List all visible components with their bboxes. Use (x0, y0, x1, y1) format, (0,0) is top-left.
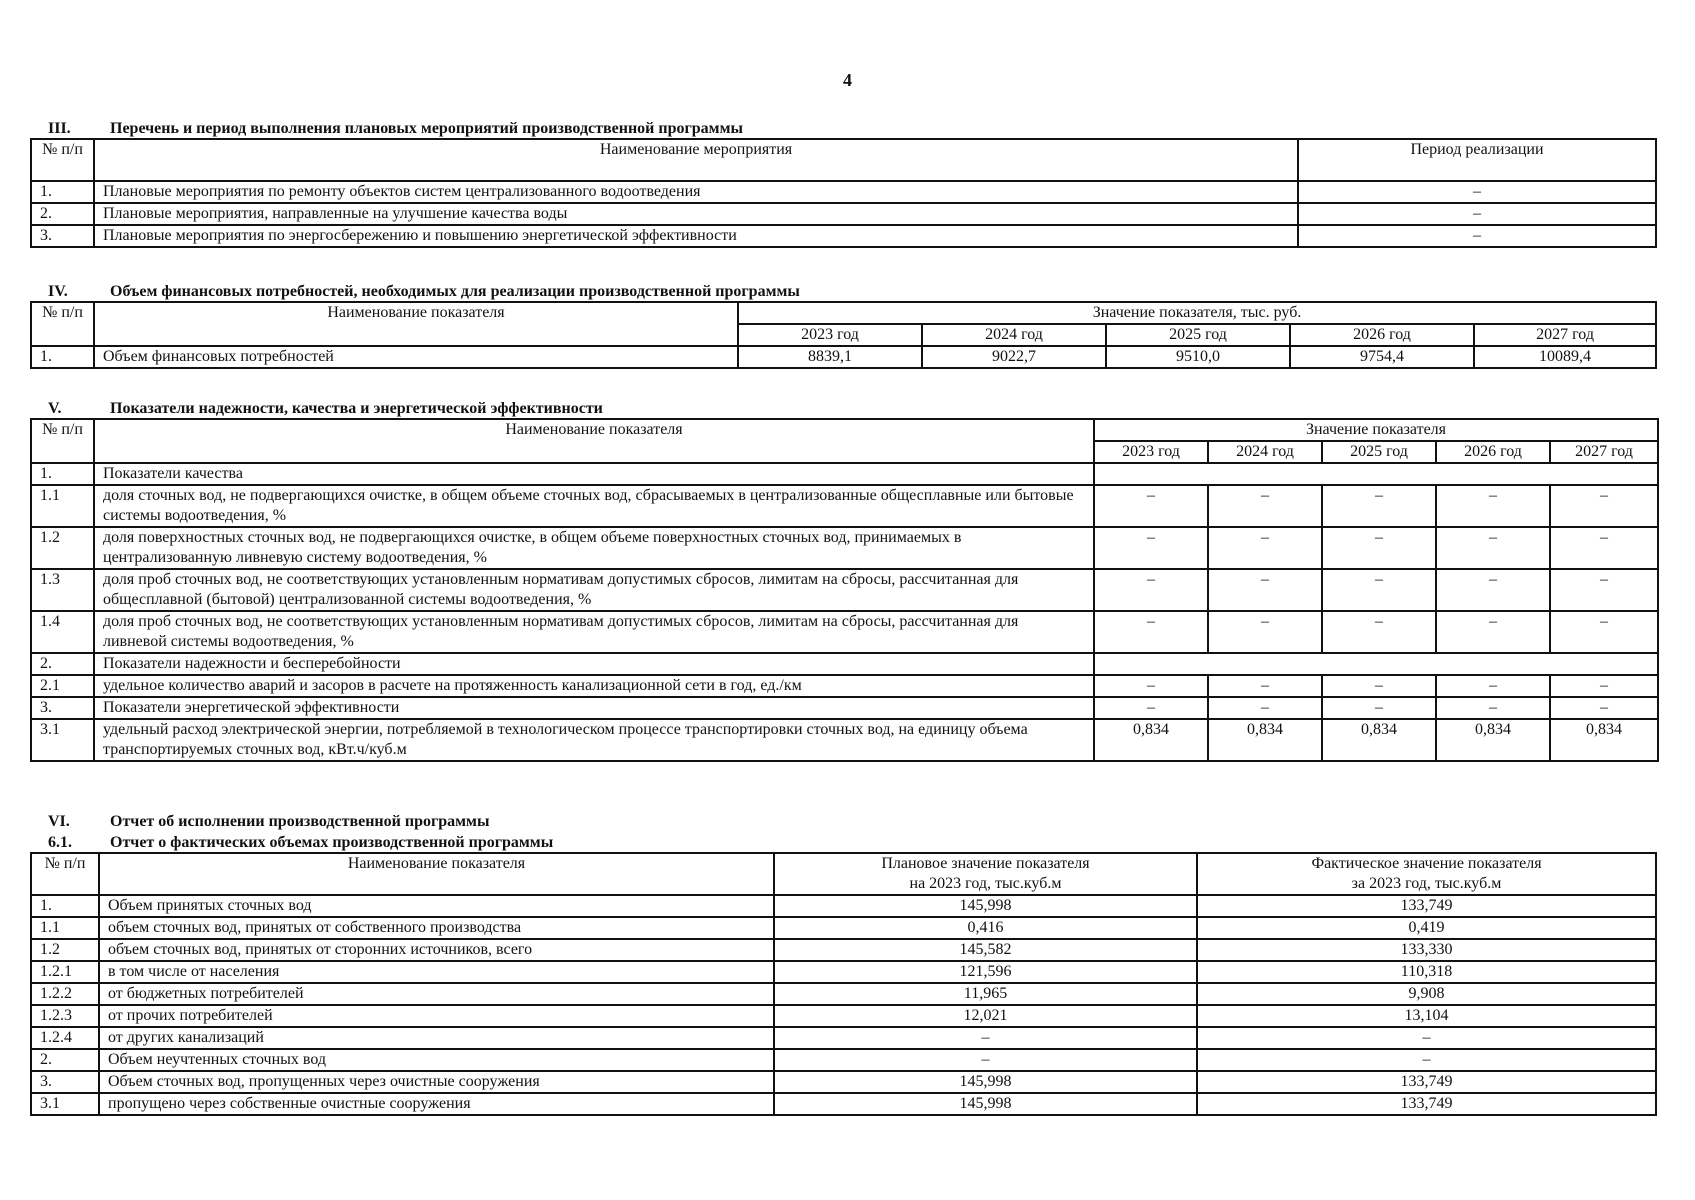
row-name: Показатели энергетической эффективности (94, 697, 1094, 719)
row-value: – (1436, 697, 1550, 719)
col-header-year: 2026 год (1290, 324, 1474, 346)
row-value: – (1094, 697, 1208, 719)
row-value: – (1208, 697, 1322, 719)
row-value: – (1322, 697, 1436, 719)
row-number: 3. (31, 1071, 99, 1093)
row-number: 1.2.4 (31, 1027, 99, 1049)
section-3-heading: Перечень и период выполнения плановых мероприятий производственной программы (110, 120, 743, 137)
row-fact: 133,330 (1197, 939, 1656, 961)
row-number: 1.4 (31, 611, 94, 653)
section-5 (30, 400, 1657, 762)
table-row (31, 1071, 1656, 1093)
row-number: 1. (31, 346, 94, 368)
row-number: 2. (31, 1049, 99, 1071)
row-fact: 110,318 (1197, 961, 1656, 983)
row-plan: 12,021 (774, 1005, 1197, 1027)
row-value: 0,834 (1436, 719, 1550, 761)
col-header-name: Наименование показателя (94, 302, 738, 346)
section-5-number: V. (48, 400, 62, 417)
row-number: 2.1 (31, 675, 94, 697)
row-name: доля сточных вод, не подвергающихся очистке, в общем объеме сточных вод, сбрасываемых в централизованные общесплавные или бытовые системы водоотведения, % (94, 485, 1094, 527)
row-value: – (1550, 675, 1658, 697)
row-number: 1. (31, 463, 94, 485)
col-header-year: 2023 год (738, 324, 922, 346)
table-header-row (31, 302, 1656, 324)
col-header-plan-line-2: на 2023 год, тыс.куб.м (909, 875, 1062, 892)
section-6-1-title (30, 834, 1655, 852)
row-plan: 145,998 (774, 895, 1197, 917)
row-plan: 145,998 (774, 1071, 1197, 1093)
table-row (31, 527, 1658, 569)
row-value: – (1436, 527, 1550, 569)
col-header-fact-line-1: Фактическое значение показателя (1311, 855, 1542, 872)
col-header-value: Значение показателя, тыс. руб. (738, 302, 1656, 324)
section-3-number: III. (48, 120, 71, 137)
table-header-row (31, 139, 1656, 181)
section-6 (30, 813, 1655, 1116)
row-plan: 145,582 (774, 939, 1197, 961)
section-6-1-number: 6.1. (48, 834, 72, 851)
row-value: – (1550, 527, 1658, 569)
section-3 (30, 120, 1655, 248)
section-5-table (30, 418, 1659, 762)
col-header-year: 2025 год (1322, 441, 1436, 463)
row-name: Плановые мероприятия, направленные на улучшение качества воды (94, 203, 1298, 225)
section-4-title (30, 283, 1655, 301)
col-header-name: Наименование мероприятия (94, 139, 1298, 181)
row-name: удельное количество аварий и засоров в расчете на протяженность канализационной сети в год, ед./км (94, 675, 1094, 697)
row-value: – (1550, 697, 1658, 719)
row-name: Объем неучтенных сточных вод (99, 1049, 774, 1071)
table-row (31, 225, 1656, 247)
row-value: – (1094, 611, 1208, 653)
row-value: – (1550, 611, 1658, 653)
row-number: 1.2.1 (31, 961, 99, 983)
table-row (31, 181, 1656, 203)
row-number: 1.2 (31, 527, 94, 569)
col-header-value: Значение показателя (1094, 419, 1658, 441)
table-row (31, 1049, 1656, 1071)
section-6-title (30, 813, 1655, 831)
table-row (31, 719, 1658, 761)
row-value: 0,834 (1094, 719, 1208, 761)
row-period: – (1298, 203, 1656, 225)
col-header-name: Наименование показателя (94, 419, 1094, 463)
table-row (31, 346, 1656, 368)
section-6-number: VI. (48, 813, 70, 830)
table-row (31, 1005, 1656, 1027)
table-row (31, 983, 1656, 1005)
row-fact: 0,419 (1197, 917, 1656, 939)
row-value: – (1208, 485, 1322, 527)
section-5-title (30, 400, 1657, 418)
row-name: от бюджетных потребителей (99, 983, 774, 1005)
section-3-table (30, 138, 1657, 248)
row-value: 0,834 (1322, 719, 1436, 761)
table-row (31, 961, 1656, 983)
table-row (31, 895, 1656, 917)
row-name: Показатели качества (94, 463, 1094, 485)
table-row (31, 569, 1658, 611)
table-row (31, 917, 1656, 939)
col-header-year: 2027 год (1550, 441, 1658, 463)
table-row (31, 1093, 1656, 1115)
col-header-number: № п/п (31, 419, 94, 463)
section-6-heading: Отчет об исполнении производственной программы (110, 813, 490, 830)
row-name: Объем финансовых потребностей (94, 346, 738, 368)
row-name: Объем принятых сточных вод (99, 895, 774, 917)
row-number: 1.3 (31, 569, 94, 611)
table-row (31, 939, 1656, 961)
row-plan: – (774, 1049, 1197, 1071)
row-name: объем сточных вод, принятых от сторонних источников, всего (99, 939, 774, 961)
col-header-fact (1197, 853, 1656, 895)
row-value: – (1550, 485, 1658, 527)
row-period: – (1298, 181, 1656, 203)
section-4-number: IV. (48, 283, 68, 300)
col-header-year: 2024 год (922, 324, 1106, 346)
row-name: удельный расход электрической энергии, потребляемой в технологическом процессе транспортировки сточных вод, на единицу объема транспортируемых сточных вод, кВт.ч/куб.м (94, 719, 1094, 761)
row-value: – (1094, 569, 1208, 611)
row-name: в том числе от населения (99, 961, 774, 983)
row-fact: 9,908 (1197, 983, 1656, 1005)
row-value: – (1208, 527, 1322, 569)
col-header-year: 2025 год (1106, 324, 1290, 346)
col-header-number: № п/п (31, 139, 94, 181)
row-value: 9754,4 (1290, 346, 1474, 368)
section-4-heading: Объем финансовых потребностей, необходимых для реализации производственной программы (110, 283, 800, 300)
row-name: объем сточных вод, принятых от собственного производства (99, 917, 774, 939)
row-plan: – (774, 1027, 1197, 1049)
table-row (31, 203, 1656, 225)
row-value: 9022,7 (922, 346, 1106, 368)
col-header-fact-line-2: за 2023 год, тыс.куб.м (1351, 875, 1502, 892)
row-fact: 133,749 (1197, 895, 1656, 917)
row-number: 3.1 (31, 719, 94, 761)
col-header-plan-line-1: Плановое значение показателя (881, 855, 1090, 872)
row-fact: 13,104 (1197, 1005, 1656, 1027)
row-value-empty (1094, 653, 1658, 675)
row-value: – (1436, 675, 1550, 697)
row-number: 2. (31, 203, 94, 225)
row-plan: 121,596 (774, 961, 1197, 983)
row-number: 1. (31, 181, 94, 203)
row-value: – (1436, 485, 1550, 527)
row-value-empty (1094, 463, 1658, 485)
row-name: пропущено через собственные очистные сооружения (99, 1093, 774, 1115)
row-value: – (1094, 485, 1208, 527)
row-number: 1.1 (31, 917, 99, 939)
row-fact: 133,749 (1197, 1093, 1656, 1115)
table-header-row (31, 853, 1656, 895)
row-fact: – (1197, 1049, 1656, 1071)
table-header-row (31, 419, 1658, 441)
row-value: 0,834 (1550, 719, 1658, 761)
col-header-number: № п/п (31, 302, 94, 346)
row-number: 3.1 (31, 1093, 99, 1115)
row-value: – (1208, 675, 1322, 697)
row-name: доля проб сточных вод, не соответствующих установленным нормативам допустимых сбросов, лимитам на сбросы, рассчитанная для ливневой системы водоотведения, % (94, 611, 1094, 653)
row-number: 1. (31, 895, 99, 917)
row-value: – (1322, 611, 1436, 653)
row-value: – (1094, 527, 1208, 569)
table-row (31, 611, 1658, 653)
row-name: Плановые мероприятия по энергосбережению и повышению энергетической эффективности (94, 225, 1298, 247)
table-group-row (31, 463, 1658, 485)
section-6-table (30, 852, 1657, 1116)
row-value: – (1208, 569, 1322, 611)
row-name: доля поверхностных сточных вод, не подвергающихся очистке, в общем объеме поверхностных сточных вод, принимаемых в централизованную ливневую систему водоотведения, % (94, 527, 1094, 569)
row-number: 2. (31, 653, 94, 675)
row-period: – (1298, 225, 1656, 247)
row-value: 9510,0 (1106, 346, 1290, 368)
row-plan: 11,965 (774, 983, 1197, 1005)
row-name: Плановые мероприятия по ремонту объектов систем централизованного водоотведения (94, 181, 1298, 203)
table-row (31, 1027, 1656, 1049)
col-header-year: 2027 год (1474, 324, 1656, 346)
col-header-number: № п/п (31, 853, 99, 895)
row-value: – (1550, 569, 1658, 611)
row-name: от прочих потребителей (99, 1005, 774, 1027)
row-value: – (1436, 569, 1550, 611)
table-row (31, 675, 1658, 697)
row-value: – (1322, 485, 1436, 527)
table-group-row (31, 653, 1658, 675)
row-plan: 145,998 (774, 1093, 1197, 1115)
col-header-plan (774, 853, 1197, 895)
row-value: 0,834 (1208, 719, 1322, 761)
col-header-year: 2026 год (1436, 441, 1550, 463)
row-fact: – (1197, 1027, 1656, 1049)
row-fact: 133,749 (1197, 1071, 1656, 1093)
row-value: – (1322, 569, 1436, 611)
row-plan: 0,416 (774, 917, 1197, 939)
row-number: 1.2.2 (31, 983, 99, 1005)
row-number: 1.1 (31, 485, 94, 527)
col-header-name: Наименование показателя (99, 853, 774, 895)
table-row (31, 485, 1658, 527)
row-value: 10089,4 (1474, 346, 1656, 368)
row-name: доля проб сточных вод, не соответствующих установленным нормативам допустимых сбросов, лимитам на сбросы, рассчитанная для общесплавной (бытовой) централизованной системы водоотведения, % (94, 569, 1094, 611)
table-row (31, 697, 1658, 719)
row-name: от других канализаций (99, 1027, 774, 1049)
row-value: – (1322, 527, 1436, 569)
row-number: 1.2 (31, 939, 99, 961)
row-name: Показатели надежности и бесперебойности (94, 653, 1094, 675)
row-value: – (1208, 611, 1322, 653)
section-6-1-heading: Отчет о фактических объемах производственной программы (110, 834, 554, 851)
section-4 (30, 283, 1655, 369)
row-value: 8839,1 (738, 346, 922, 368)
row-value: – (1322, 675, 1436, 697)
row-value: – (1094, 675, 1208, 697)
row-number: 3. (31, 225, 94, 247)
col-header-period: Период реализации (1298, 139, 1656, 181)
row-number: 1.2.3 (31, 1005, 99, 1027)
col-header-year: 2024 год (1208, 441, 1322, 463)
section-4-table (30, 301, 1657, 369)
page-number: 4 (843, 70, 852, 90)
row-name: Объем сточных вод, пропущенных через очистные сооружения (99, 1071, 774, 1093)
row-value: – (1436, 611, 1550, 653)
col-header-year: 2023 год (1094, 441, 1208, 463)
row-number: 3. (31, 697, 94, 719)
section-5-heading: Показатели надежности, качества и энергетической эффективности (110, 400, 603, 417)
section-3-title (30, 120, 1655, 138)
